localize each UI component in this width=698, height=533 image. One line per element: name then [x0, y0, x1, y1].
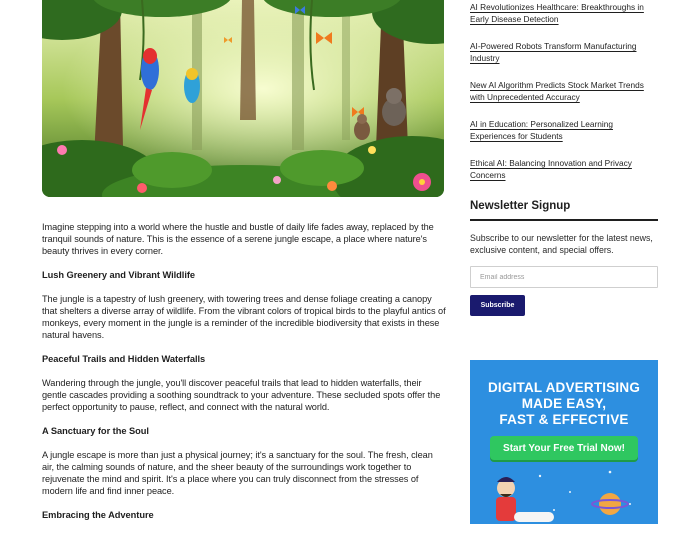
hero-image: [42, 0, 444, 197]
section-heading: Lush Greenery and Vibrant Wildlife: [42, 270, 196, 280]
section-paragraph: The jungle is a tapestry of lush greenery, with towering trees and dense foliage creating a canopy that shelters a diverse array of wildlife. From the vibrant colors of tropical birds to the playful antics of monkeys, every moment in the jungle is a reminder of the incredible biodiversity that exists in these natural havens.: [42, 294, 446, 340]
news-link[interactable]: Ethical AI: Balancing Innovation and Privacy Concerns: [470, 158, 632, 180]
section-paragraph: A jungle escape is more than just a physical journey; it's a sanctuary for the soul. The fresh, clean air, the calming sounds of nature, and the sheer beauty of the surroundings work together to rejuvenate the mind and spirit. It's a place where you can truly disconnect from the stresses of modern life and find inner peace.: [42, 450, 433, 496]
ad-headline: FAST & EFFECTIVE: [499, 412, 629, 427]
news-link[interactable]: New AI Algorithm Predicts Stock Market Trends with Unprecedented Accuracy: [470, 80, 644, 102]
section-heading: Peaceful Trails and Hidden Waterfalls: [42, 354, 206, 364]
newsletter-description: Subscribe to our newsletter for the latest news, exclusive content, and special offers.: [470, 233, 653, 255]
section-paragraph: Wandering through the jungle, you'll discover peaceful trails that lead to hidden waterfalls, their gentle cascades providing a soothing soundtrack to your adventure. These secluded spots offer the perfect opportunity to pause, reflect, and connect with the natural world.: [42, 378, 441, 412]
ad-banner[interactable]: [470, 360, 658, 524]
email-field[interactable]: [470, 266, 658, 288]
planet-icon: [599, 493, 621, 515]
news-link[interactable]: AI Revolutionizes Healthcare: Breakthroughs in Early Disease Detection: [470, 2, 644, 24]
section-heading: Embracing the Adventure: [42, 510, 154, 520]
ad-headline: MADE EASY,: [521, 396, 607, 411]
article-body: [42, 221, 446, 533]
news-link[interactable]: AI-Powered Robots Transform Manufacturing Industry: [470, 41, 637, 63]
newsletter-title: Newsletter Signup: [470, 199, 658, 221]
article-intro: Imagine stepping into a world where the hustle and bustle of daily life fades away, replaced by the tranquil sounds of nature. This is the essence of a serene jungle escape, a place where nature's beauty thrives in every corner.: [42, 222, 434, 256]
ad-headline: DIGITAL ADVERTISING: [487, 380, 641, 395]
free-trial-button[interactable]: Start Your Free Trial Now!: [490, 436, 638, 460]
section-heading: A Sanctuary for the Soul: [42, 426, 149, 436]
news-link[interactable]: AI in Education: Personalized Learning Experiences for Students: [470, 119, 613, 141]
jungle-illustration: [42, 0, 444, 197]
subscribe-button[interactable]: Subscribe: [470, 295, 525, 316]
ad-illustration: [470, 464, 658, 524]
